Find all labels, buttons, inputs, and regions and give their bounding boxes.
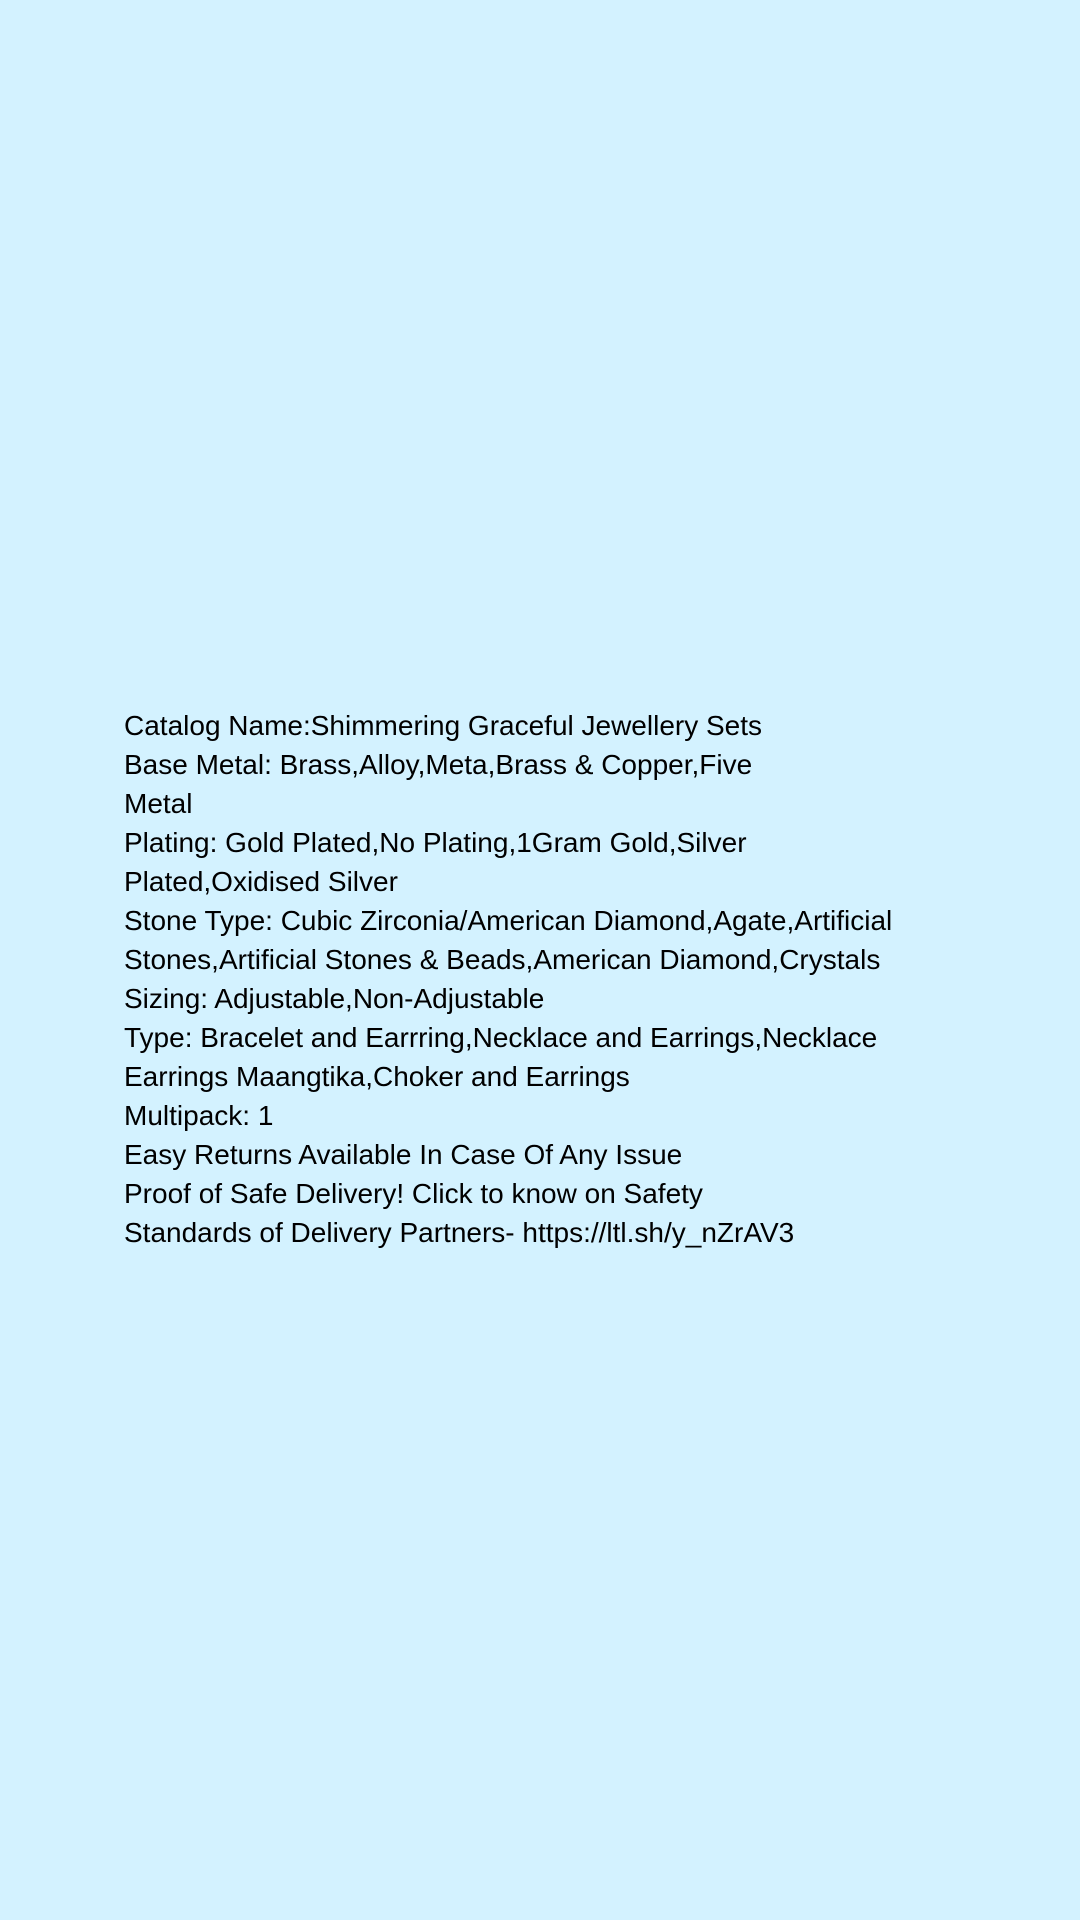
type-line-continued: Earrings Maangtika,Choker and Earrings (124, 1061, 630, 1092)
stone-type-line-continued: Stones,Artificial Stones & Beads,American Diamond,Crystals (124, 944, 881, 975)
base-metal-line-continued: Metal (124, 788, 193, 819)
sizing-line: Sizing: Adjustable,Non-Adjustable (124, 983, 545, 1014)
multipack-line: Multipack: 1 (124, 1100, 274, 1131)
catalog-name-line: Catalog Name:Shimmering Graceful Jewellery Sets (124, 710, 763, 741)
stone-type-line: Stone Type: Cubic Zirconia/American Diamond,Agate,Artificial (124, 905, 893, 936)
plating-line-continued: Plated,Oxidised Silver (124, 866, 398, 897)
safe-delivery-line: Proof of Safe Delivery! Click to know on Safety (124, 1178, 703, 1209)
type-line: Type: Bracelet and Earrring,Necklace and Earrings,Necklace (124, 1022, 878, 1053)
product-details-text (124, 706, 984, 1252)
base-metal-line: Base Metal: Brass,Alloy,Meta,Brass & Copper,Five (124, 749, 753, 780)
delivery-standards-line: Standards of Delivery Partners- https://ltl.sh/y_nZrAV3 (124, 1217, 795, 1248)
easy-returns-line: Easy Returns Available In Case Of Any Issue (124, 1139, 683, 1170)
plating-line: Plating: Gold Plated,No Plating,1Gram Gold,Silver (124, 827, 747, 858)
